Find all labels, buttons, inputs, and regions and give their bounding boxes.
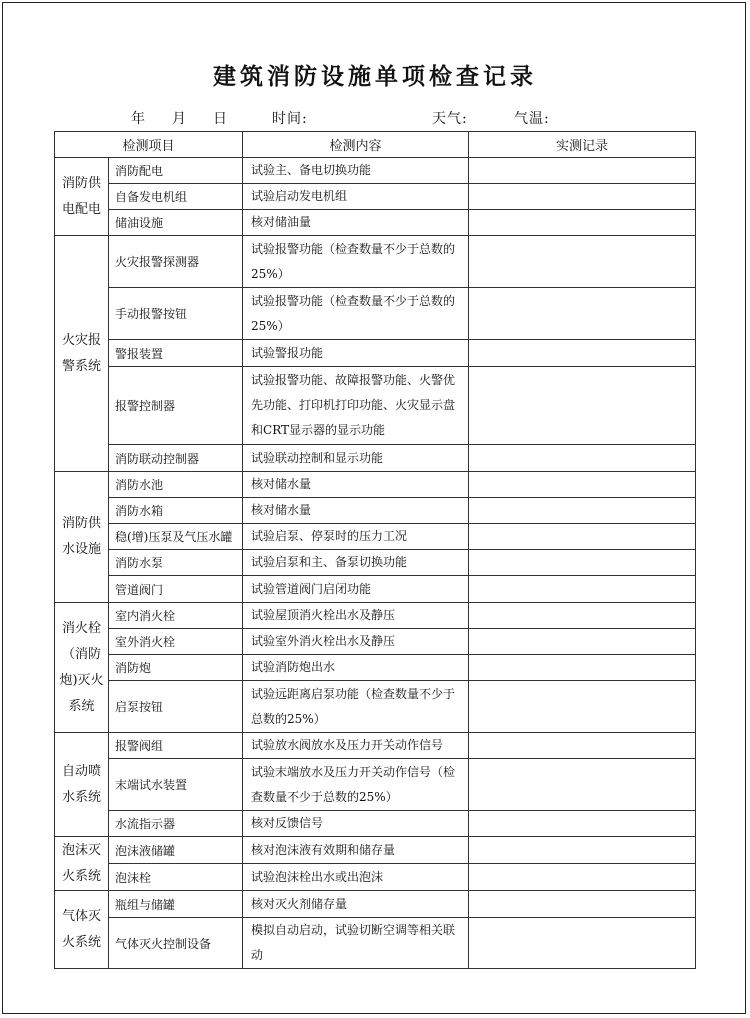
content-cell: 核对泡沫液有效期和储存量: [243, 837, 469, 864]
category-cell: 自动喷水系统: [55, 733, 109, 837]
year-label: 年: [131, 111, 146, 127]
time-label: 时间:: [272, 111, 308, 127]
content-cell: 试验屋顶消火栓出水及静压: [243, 603, 469, 629]
temperature-label: 气温:: [514, 111, 550, 127]
content-cell: 试验管道阀门启闭功能: [243, 576, 469, 603]
item-cell: 自备发电机组: [109, 184, 243, 210]
record-cell[interactable]: [469, 811, 696, 837]
content-cell: 试验启动发电机组: [243, 184, 469, 210]
table-row: [55, 367, 696, 445]
content-cell: 试验报警功能（检查数量不少于总数的25%）: [243, 236, 469, 288]
content-cell: 试验泡沫栓出水或出泡沫: [243, 864, 469, 891]
content-cell: 试验主、备电切换功能: [243, 158, 469, 184]
content-cell: 试验末端放水及压力开关动作信号（检查数量不少于总数的25%）: [243, 759, 469, 811]
day-label: 日: [213, 111, 228, 127]
content-cell: 试验联动控制和显示功能: [243, 445, 469, 472]
header-item: 检测项目: [55, 132, 243, 158]
content-cell: 试验远距离启泵功能（检查数量不少于总数的25%）: [243, 681, 469, 733]
record-cell[interactable]: [469, 759, 696, 811]
record-cell[interactable]: [469, 603, 696, 629]
record-cell[interactable]: [469, 210, 696, 236]
table-row: [55, 891, 696, 918]
record-cell[interactable]: [469, 864, 696, 891]
record-cell[interactable]: [469, 918, 696, 969]
record-cell[interactable]: [469, 837, 696, 864]
table-body: [55, 158, 696, 969]
inspection-table: [54, 131, 696, 969]
content-cell: 试验放水阀放水及压力开关动作信号: [243, 733, 469, 759]
item-cell: 泡沫栓: [109, 864, 243, 891]
record-cell[interactable]: [469, 733, 696, 759]
record-cell[interactable]: [469, 367, 696, 445]
content-cell: 模拟自动启动，试验切断空调等相关联动: [243, 918, 469, 969]
record-cell[interactable]: [469, 576, 696, 603]
table-row: [55, 550, 696, 576]
item-cell: 消防水泵: [109, 550, 243, 576]
weather-label: 天气:: [432, 111, 468, 127]
item-cell: 气体灭火控制设备: [109, 918, 243, 969]
content-cell: 试验警报功能: [243, 340, 469, 367]
category-cell: 气体灭火系统: [55, 891, 109, 969]
table-row: [55, 340, 696, 367]
item-cell: 报警阀组: [109, 733, 243, 759]
item-cell: 火灾报警探测器: [109, 236, 243, 288]
table-row: [55, 811, 696, 837]
month-label: 月: [172, 111, 187, 127]
record-cell[interactable]: [469, 236, 696, 288]
record-cell[interactable]: [469, 655, 696, 681]
table-row: [55, 603, 696, 629]
content-cell: 试验消防炮出水: [243, 655, 469, 681]
table-row: [55, 629, 696, 655]
record-cell[interactable]: [469, 681, 696, 733]
item-cell: 室外消火栓: [109, 629, 243, 655]
table-row: [55, 498, 696, 524]
item-cell: 水流指示器: [109, 811, 243, 837]
record-cell[interactable]: [469, 629, 696, 655]
item-cell: 警报装置: [109, 340, 243, 367]
item-cell: 末端试水装置: [109, 759, 243, 811]
table-row: [55, 837, 696, 864]
item-cell: 消防炮: [109, 655, 243, 681]
content-cell: 核对储水量: [243, 472, 469, 498]
content-cell: 核对储水量: [243, 498, 469, 524]
item-cell: 泡沫液储罐: [109, 837, 243, 864]
table-row: [55, 288, 696, 340]
item-cell: 稳(增)压泵及气压水罐: [109, 524, 243, 550]
record-cell[interactable]: [469, 340, 696, 367]
item-cell: 消防水箱: [109, 498, 243, 524]
header-content: 检测内容: [243, 132, 469, 158]
content-cell: 试验启泵和主、备泵切换功能: [243, 550, 469, 576]
record-cell[interactable]: [469, 445, 696, 472]
record-cell[interactable]: [469, 158, 696, 184]
category-cell: 消防供电配电: [55, 158, 109, 236]
item-cell: 消防联动控制器: [109, 445, 243, 472]
content-cell: 核对储油量: [243, 210, 469, 236]
table-row: [55, 524, 696, 550]
table-row: [55, 472, 696, 498]
record-cell[interactable]: [469, 472, 696, 498]
content-cell: 试验室外消火栓出水及静压: [243, 629, 469, 655]
record-cell[interactable]: [469, 498, 696, 524]
table-row: [55, 918, 696, 969]
item-cell: 消防水池: [109, 472, 243, 498]
content-cell: 试验报警功能、故障报警功能、火警优先功能、打印机打印功能、火灾显示盘和CRT显示器的显示功能: [243, 367, 469, 445]
table-row: [55, 184, 696, 210]
record-cell[interactable]: [469, 524, 696, 550]
content-cell: 核对灭火剂储存量: [243, 891, 469, 918]
item-cell: 管道阀门: [109, 576, 243, 603]
table-header-row: [55, 132, 696, 158]
table-row: [55, 864, 696, 891]
item-cell: 消防配电: [109, 158, 243, 184]
item-cell: 手动报警按钮: [109, 288, 243, 340]
category-cell: 消火栓（消防炮)灭火系统: [55, 603, 109, 733]
table-row: [55, 158, 696, 184]
table-row: [55, 681, 696, 733]
item-cell: 启泵按钮: [109, 681, 243, 733]
header-record: 实测记录: [469, 132, 696, 158]
record-cell[interactable]: [469, 288, 696, 340]
table-row: [55, 236, 696, 288]
record-cell[interactable]: [469, 184, 696, 210]
content-cell: 试验启泵、停泵时的压力工况: [243, 524, 469, 550]
category-cell: 火灾报警系统: [55, 236, 109, 472]
table-row: [55, 445, 696, 472]
table-row: [55, 655, 696, 681]
category-cell: 消防供水设施: [55, 472, 109, 603]
table-row: [55, 576, 696, 603]
item-cell: 储油设施: [109, 210, 243, 236]
item-cell: 室内消火栓: [109, 603, 243, 629]
item-cell: 报警控制器: [109, 367, 243, 445]
table-row: [55, 759, 696, 811]
item-cell: 瓶组与储罐: [109, 891, 243, 918]
table-row: [55, 210, 696, 236]
content-cell: 试验报警功能（检查数量不少于总数的25%）: [243, 288, 469, 340]
category-cell: 泡沫灭火系统: [55, 837, 109, 891]
page-title: 建筑消防设施单项检查记录: [213, 63, 537, 90]
table-row: [55, 733, 696, 759]
record-cell[interactable]: [469, 550, 696, 576]
content-cell: 核对反馈信号: [243, 811, 469, 837]
record-cell[interactable]: [469, 891, 696, 918]
